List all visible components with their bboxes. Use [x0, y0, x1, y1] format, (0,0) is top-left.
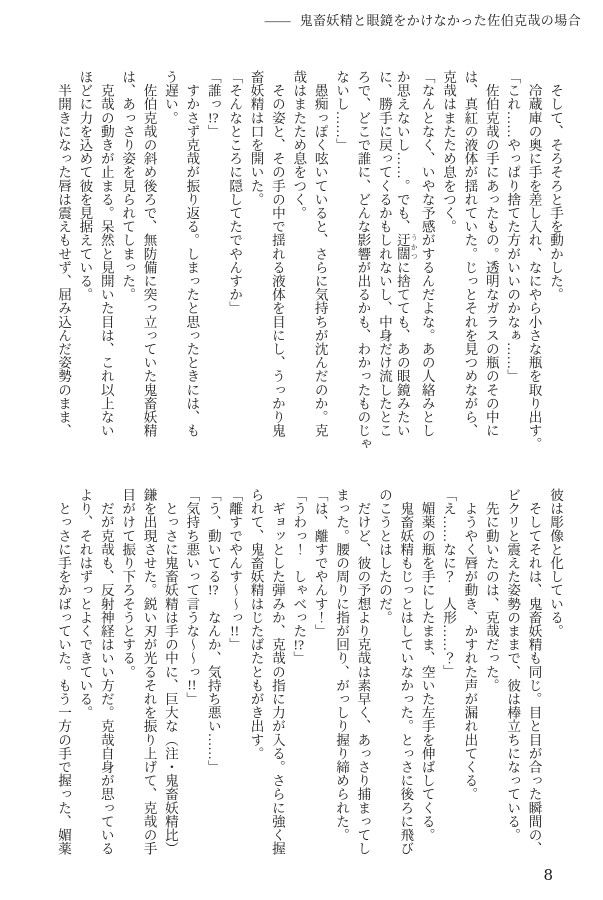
text-column: 哉はまたため息をつく。 — [291, 70, 307, 220]
tate-chu-yoko: !? — [207, 110, 219, 125]
text-column: 半開きになった唇は震えもせず、屈み込んだ姿勢のまま、 — [56, 70, 72, 438]
text-column: すかさず克哉が振り返る。しまったと思ったときには、も — [184, 70, 200, 438]
text-column: だけど、彼の予想より克哉は素早く、あっさり捕まってし — [355, 488, 371, 856]
text-column: 「これ……やっぱり捨てた方がいいのかなぁ……」 — [505, 70, 521, 383]
upper-text-tier — [52, 70, 566, 454]
text-column: ろで、どこで誰に、どんな影響が出るかも、わかったものじゃ — [355, 70, 371, 451]
text-column: は、真紅の液体が揺れていた。じっとそれを見つめながら、 — [462, 70, 478, 438]
tate-chu-yoko: !? — [293, 637, 305, 652]
text-column: 佐伯克哉の斜め後ろで、無防備に突っ立っていた鬼畜妖精 — [141, 70, 157, 438]
text-column: ないし……」 — [334, 70, 350, 152]
text-column: 「は、離すでやんす！」 — [312, 488, 328, 638]
ruby-word — [394, 233, 417, 261]
text-column: 「そんなところに隠してたでやんすか」 — [227, 70, 243, 315]
text-column — [395, 70, 416, 454]
text-column: 「うわっ！ しゃべった!?」 — [291, 488, 307, 665]
text-column: だが克哉も、反射神経はいい方だ。克哉自身が思っている — [98, 488, 114, 856]
text-column: 克哉の動きが止まる。呆然と見開いた目は、これ以上ない — [98, 70, 114, 438]
text-column: とっさに鬼畜妖精は手の中に、巨大な（注・鬼畜妖精比） — [162, 488, 178, 856]
text-column: 「なんとなく、いやな予感がするんだよな。あの人絡みとし — [419, 70, 435, 438]
text-column: 愚痴っぽく呟いていると、さらに気持ちが沈んだのか。克 — [312, 70, 328, 438]
text-column: う遅い。 — [162, 70, 178, 125]
text-column: のこうとはしたのだ。 — [376, 488, 392, 624]
text-column: 「離すでやんす〜〜っ!!」 — [227, 488, 243, 652]
text-column: より、それはずっとよくできている。 — [77, 488, 93, 720]
text-column: られて、鬼畜妖精はじたばたともがき出す。 — [248, 488, 264, 760]
page-number: 8 — [543, 866, 553, 884]
text-column: に、勝手に戻ってくるかもしれないし、中身だけ流したとこ — [376, 70, 392, 438]
text-column: 「え……なに？ 人形……？」 — [441, 488, 457, 679]
tate-chu-yoko: !? — [207, 583, 219, 597]
tate-chu-yoko: !! — [230, 624, 240, 638]
text-column: 「う、動いてる!? なんか、気持ち悪い……」 — [205, 488, 221, 774]
text-column: 媚薬の瓶を手にしたまま、空いた左手を伸ばしてくる。 — [419, 488, 435, 842]
running-head-dash: —— — [264, 13, 291, 28]
text-column: そして、そろそろと手を動かした。 — [548, 70, 563, 302]
text-segment: か思えないし……。でも、 — [394, 70, 410, 234]
text-column: その姿と、その手の中で揺れる液体を目にし、うっかり鬼 — [269, 70, 285, 438]
text-column: まった。腰の周りに指が回り、がっしり握り締められた。 — [334, 488, 350, 842]
text-column: は、あっさり姿を見られてしまった。 — [120, 70, 136, 302]
text-column: 畜妖精は口を開いた。 — [248, 70, 264, 206]
ruby-reading: うかつ — [409, 233, 417, 261]
text-segment: に捨てても、あの眼鏡みたい — [394, 260, 410, 438]
text-column: 鬼畜妖精もじっとはしていなかった。とっさに後ろに飛び — [398, 488, 414, 856]
text-column: 佐伯克哉の手にあったもの。透明なガラスの瓶のその中に — [483, 70, 499, 438]
text-column: 「誰っ!?」 — [205, 70, 221, 139]
text-column: 先に動いたのは、克哉だった。 — [483, 488, 499, 692]
running-head-title: 鬼畜妖精と眼鏡をかけなかった佐伯克哉の場合 — [299, 13, 581, 28]
text-column: ビクリと震えた姿勢のままで、彼は棒立ちになっている。 — [505, 488, 521, 842]
running-head — [265, 13, 581, 29]
ruby-base: 迂闊 — [394, 233, 410, 261]
text-column: 鎌を出現させた。鋭い刃が光るそれを振り上げて、克哉の手 — [141, 488, 157, 856]
text-column: ギョッとした弾みか、克哉の指に力が入る。さらに強く握 — [269, 488, 285, 856]
text-column: 「気持ち悪いって言うな〜〜っ!!」 — [184, 488, 200, 706]
text-column: 冷蔵庫の奥に手を差し入れ、なにやら小さな瓶を取り出す。 — [526, 70, 542, 451]
text-column: そしてそれは、鬼畜妖精も同じ。目と目が合った瞬間の、 — [526, 488, 542, 856]
text-column: 目がけて振り下ろそうとする。 — [120, 488, 136, 679]
lower-text-tier — [52, 488, 566, 860]
text-column: ようやく唇が動き、かすれた声が漏れ出てくる。 — [462, 488, 478, 801]
text-column: 克哉はまたため息をつく。 — [441, 70, 457, 234]
text-column: 彼は彫像と化している。 — [548, 488, 563, 638]
tate-chu-yoko: !! — [187, 678, 197, 692]
text-column: ほどに力を込めて彼を見据えている。 — [77, 70, 93, 302]
text-column: とっさに手をかばっていた。もう一方の手で握った、媚薬 — [56, 488, 72, 856]
